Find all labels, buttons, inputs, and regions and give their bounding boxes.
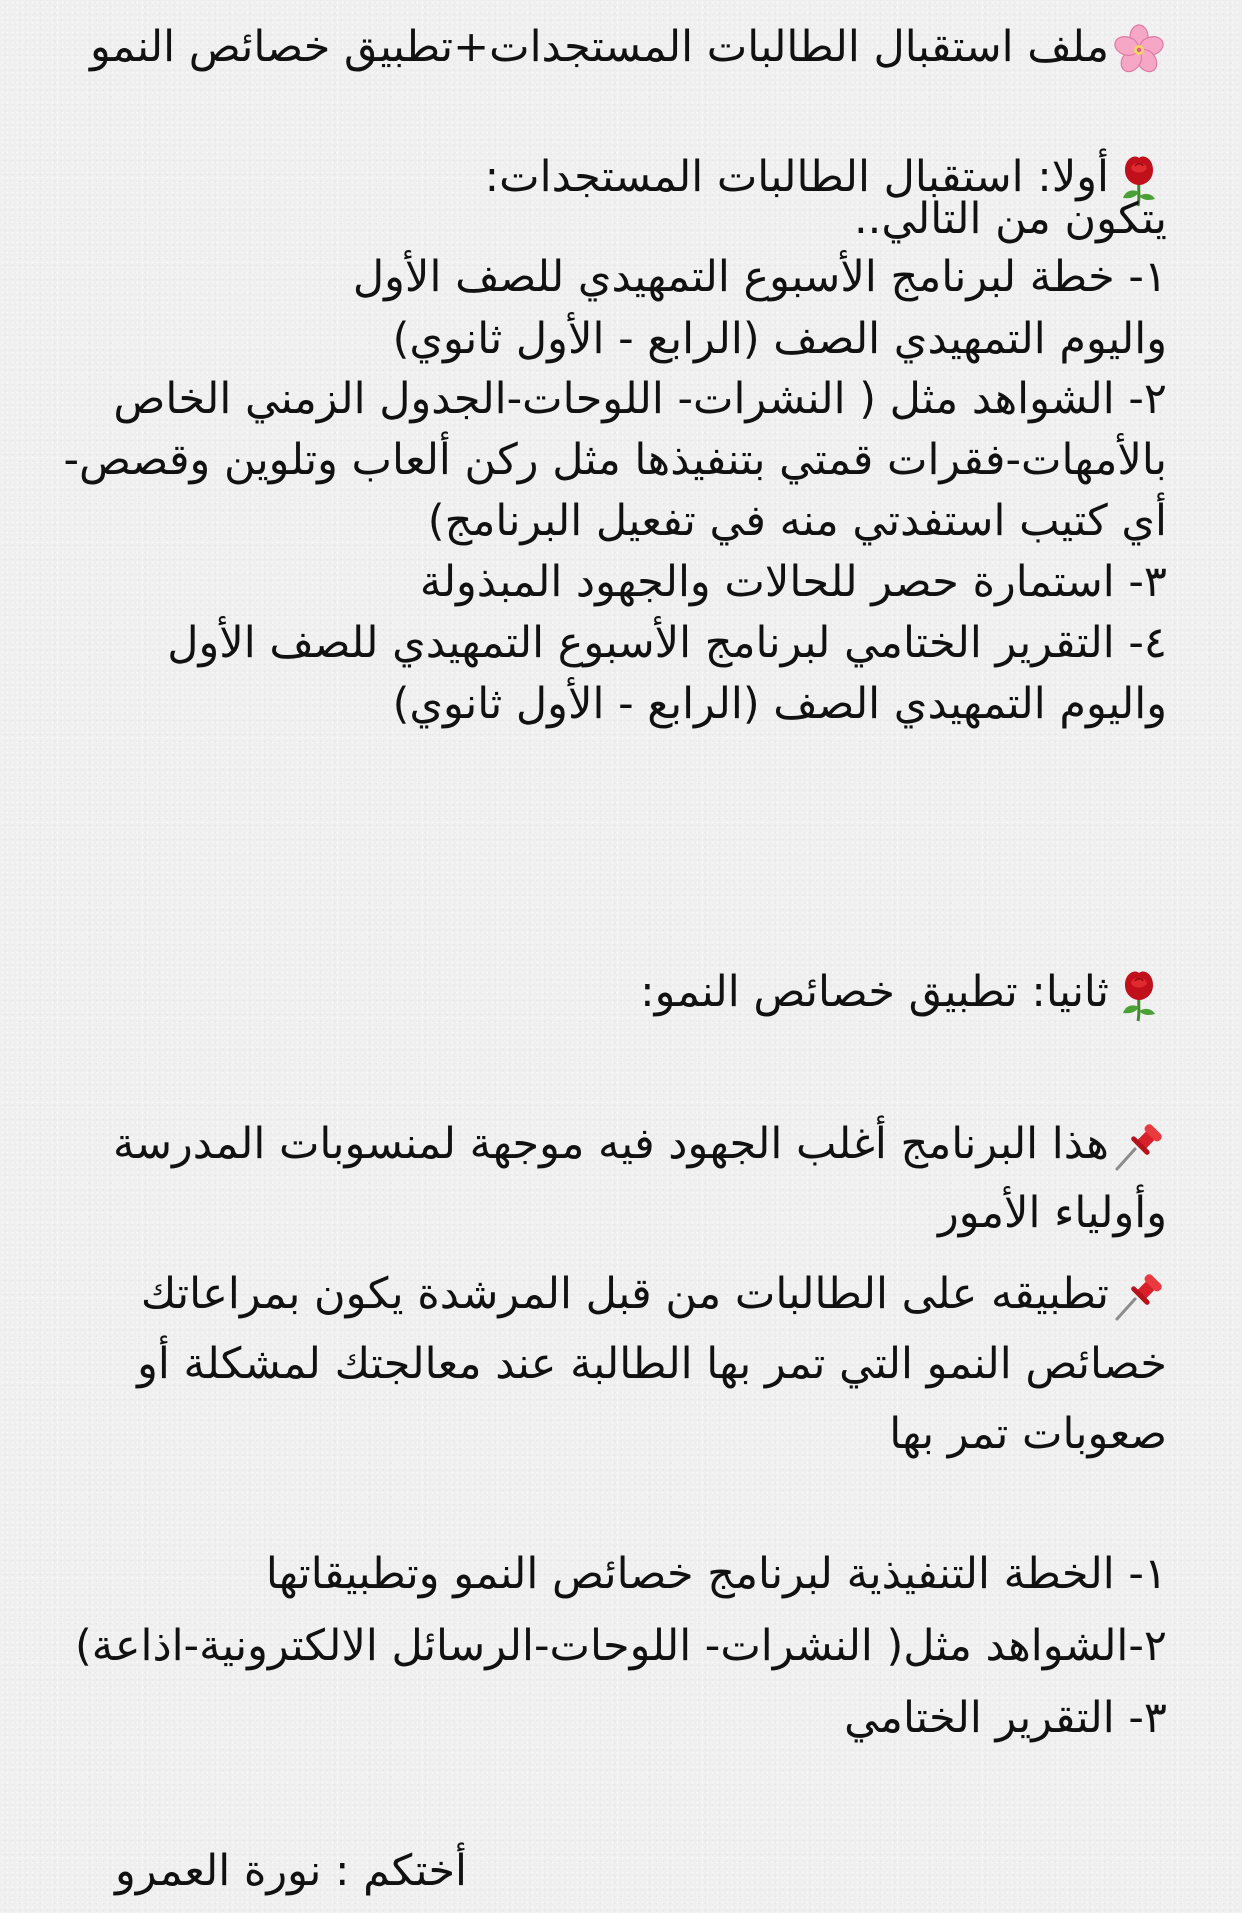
rose-icon xyxy=(1111,967,1167,1023)
section1-intro: يتكون من التالي.. xyxy=(854,194,1167,244)
note-line: صعوبات تمر بها xyxy=(889,1409,1167,1459)
section2-heading: ثانيا: تطبيق خصائص النمو: xyxy=(640,967,1109,1017)
note-title: ملف استقبال الطالبات المستجدات+تطبيق خصائص النمو xyxy=(89,22,1109,72)
section2-item: ٢-الشواهد مثل( النشرات- اللوحات-الرسائل الالكترونية-اذاعة) xyxy=(75,1621,1167,1671)
note-line: وأولياء الأمور xyxy=(937,1188,1167,1238)
note-title-line xyxy=(90,18,1167,78)
note-line-text: تطبيقه على الطالبات من قبل المرشدة يكون بمراعاتك xyxy=(140,1269,1109,1319)
signature: أختكم : نورة العمرو xyxy=(115,1846,467,1896)
section1-line: ٤- التقرير الختامي لبرنامج الأسبوع التمهيدي للصف الأول xyxy=(167,618,1167,668)
section1-line: واليوم التمهيدي الصف (الرابع - الأول ثانوي) xyxy=(392,314,1167,364)
pushpin-icon xyxy=(1111,1119,1167,1175)
section2-item: ١- الخطة التنفيذية لبرنامج خصائص النمو وتطبيقاتها xyxy=(265,1549,1167,1599)
note-line-text: هذا البرنامج أغلب الجهود فيه موجهة لمنسوبات المدرسة xyxy=(112,1119,1109,1169)
section1-line: ٣- استمارة حصر للحالات والجهود المبذولة xyxy=(419,557,1167,607)
note-line: خصائص النمو التي تمر بها الطالبة عند معالجتك لمشكلة أو xyxy=(137,1339,1167,1389)
section2-heading-line xyxy=(640,963,1167,1023)
note-line xyxy=(141,1265,1167,1325)
cherry-blossom-icon xyxy=(1111,22,1167,78)
section1-line: واليوم التمهيدي الصف (الرابع - الأول ثانوي) xyxy=(392,679,1167,729)
section1-line: بالأمهات-فقرات قمتي بتنفيذها مثل ركن ألعاب وتلوين وقصص- xyxy=(63,435,1167,485)
section1-line: أي كتيب استفدتي منه في تفعيل البرنامج) xyxy=(427,496,1167,546)
section2-item: ٣- التقرير الختامي xyxy=(844,1693,1167,1743)
pushpin-icon xyxy=(1111,1269,1167,1325)
section1-heading: أولا: استقبال الطالبات المستجدات: xyxy=(484,152,1109,202)
note-line xyxy=(113,1115,1167,1175)
section1-line: ١- خطة لبرنامج الأسبوع التمهيدي للصف الأول xyxy=(352,252,1167,302)
section1-line: ٢- الشواهد مثل ( النشرات- اللوحات-الجدول الزمني الخاص xyxy=(113,374,1167,424)
